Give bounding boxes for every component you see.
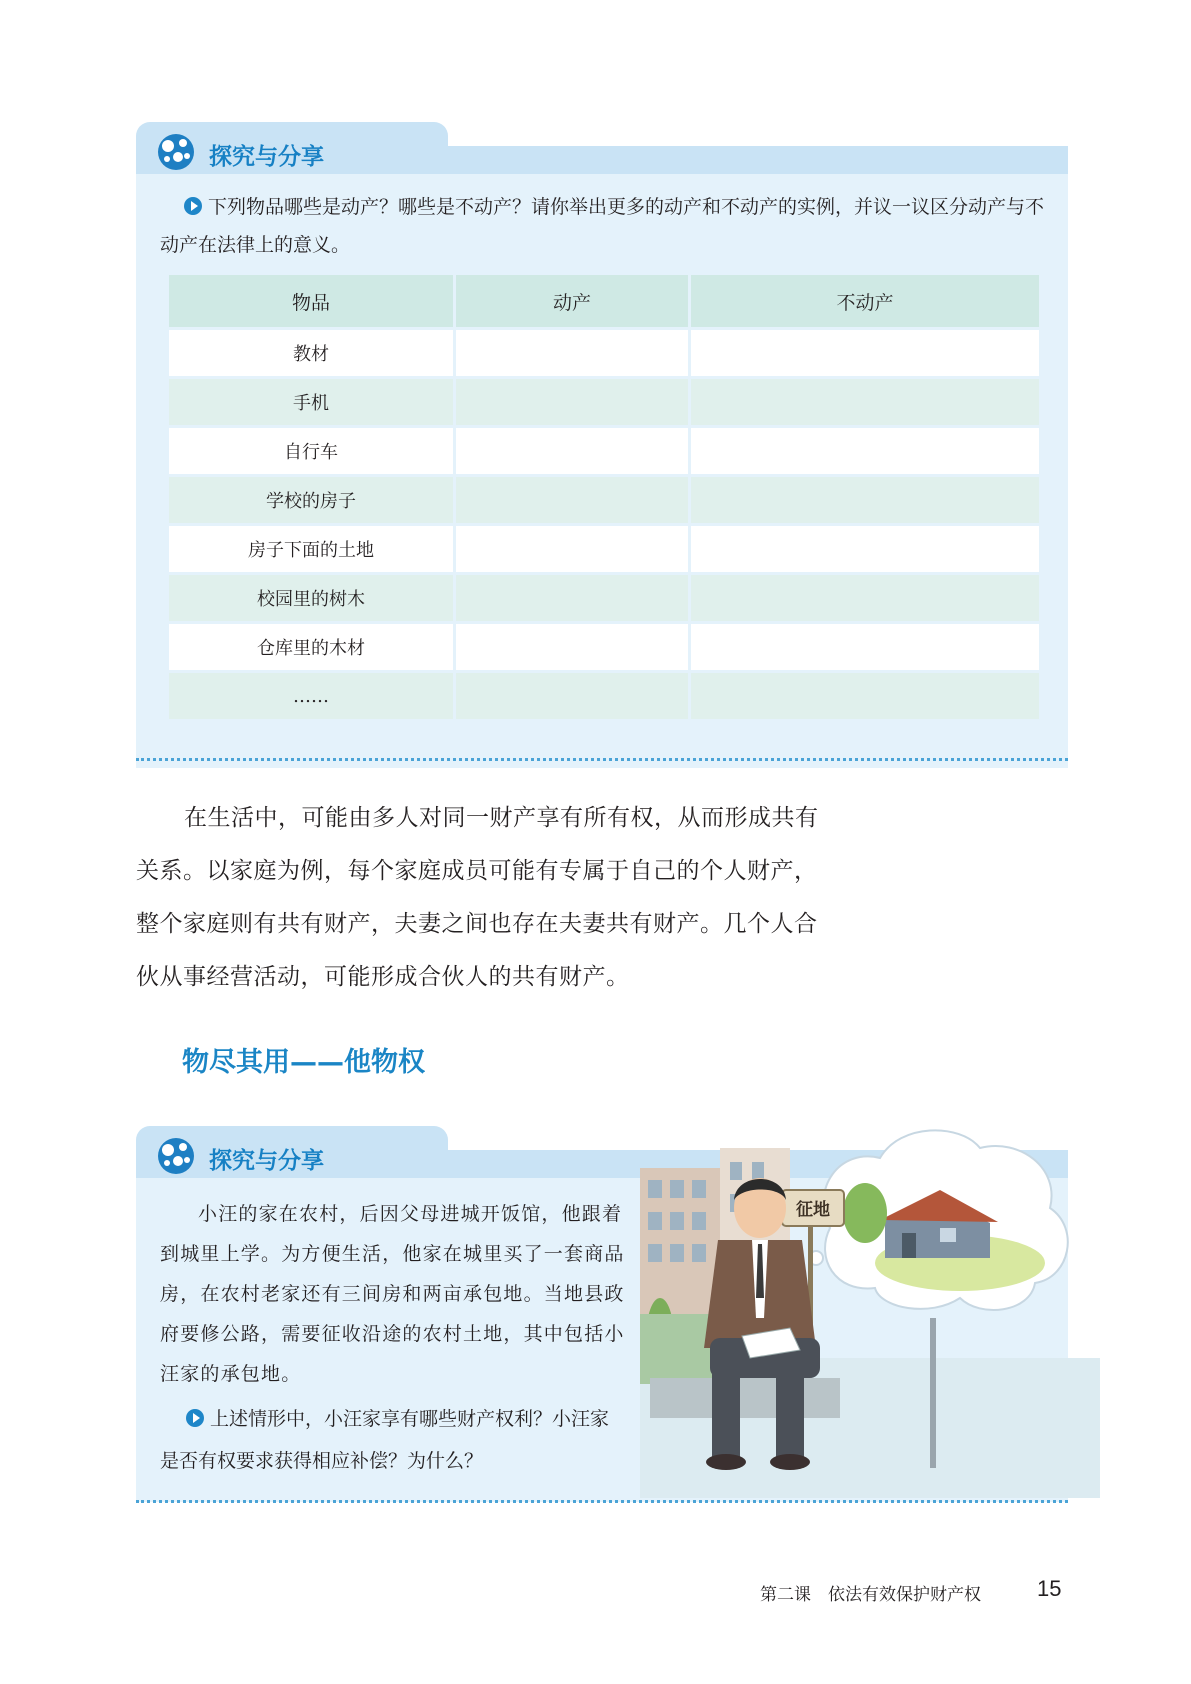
box1-title: 探究与分享 <box>209 144 324 170</box>
table-row <box>169 526 1039 572</box>
table-cell-movable[interactable] <box>456 624 688 670</box>
table-cell-item: 仓库里的木材 <box>169 624 453 670</box>
table-cell-movable[interactable] <box>456 477 688 523</box>
table-cell-item: 手机 <box>169 379 453 425</box>
table-row <box>169 673 1039 719</box>
table-cell-movable[interactable] <box>456 428 688 474</box>
box1-question <box>160 188 1060 264</box>
table-cell-movable[interactable] <box>456 330 688 376</box>
page-number: 15 <box>1037 1576 1062 1601</box>
table-row <box>169 575 1039 621</box>
explore-share-icon <box>156 1136 196 1176</box>
box2-question-text: 上述情形中，小汪家享有哪些财产权利？小汪家是否有权要求获得相应补偿？为什么？ <box>160 1408 610 1472</box>
box1-question-text: 下列物品哪些是动产？哪些是不动产？请你举出更多的动产和不动产的实例，并议一议区分动产与不动产在法律上的意义。 <box>160 196 1045 256</box>
table-cell-immovable[interactable] <box>691 575 1039 621</box>
table-cell-item: 房子下面的土地 <box>169 526 453 572</box>
footer-chapter-title: 第二课 依法有效保护财产权 <box>760 1585 981 1605</box>
table-row <box>169 428 1039 474</box>
explore-share-icon <box>156 132 196 172</box>
table-cell-item: 自行车 <box>169 428 453 474</box>
property-classification-table <box>166 272 1042 722</box>
table-cell-immovable[interactable] <box>691 624 1039 670</box>
table-cell-immovable[interactable] <box>691 526 1039 572</box>
sign-text: 征地 <box>796 1200 830 1220</box>
table-cell-immovable[interactable] <box>691 428 1039 474</box>
section-heading: 物尽其用——他物权 <box>182 1047 425 1078</box>
box2-question <box>160 1398 626 1482</box>
table-cell-movable[interactable] <box>456 575 688 621</box>
table-cell-movable[interactable] <box>456 673 688 719</box>
table-cell-item: 学校的房子 <box>169 477 453 523</box>
table-cell-item: 校园里的树木 <box>169 575 453 621</box>
table-header-item: 物品 <box>169 275 453 327</box>
box2-story: 小汪的家在农村，后因父母进城开饭馆，他跟着到城里上学。为方便生活，他家在城里买了一套商品房，在农村老家还有三间房和两亩承包地。当地县政府要修公路，需要征收沿途的农村土地，其中包括小汪家的承包地。 <box>160 1203 625 1385</box>
arrow-bullet-icon <box>186 1409 204 1427</box>
arrow-bullet-icon <box>184 197 202 215</box>
table-cell-immovable[interactable] <box>691 330 1039 376</box>
table-cell-movable[interactable] <box>456 526 688 572</box>
body-paragraph: 在生活中，可能由多人对同一财产享有所有权，从而形成共有关系。以家庭为例，每个家庭成员可能有专属于自己的个人财产，整个家庭则有共有财产，夫妻之间也存在夫妻共有财产。几个人合伙从事经营活动，可能形成合伙人的共有财产。 <box>136 805 819 990</box>
box2-dotted-divider <box>136 1500 1068 1503</box>
table-cell-immovable[interactable] <box>691 379 1039 425</box>
table-cell-immovable[interactable] <box>691 477 1039 523</box>
box1-dotted-divider <box>136 758 1068 761</box>
table-cell-item: 教材 <box>169 330 453 376</box>
table-row <box>169 624 1039 670</box>
land-requisition-illustration <box>640 1128 1100 1498</box>
table-row <box>169 477 1039 523</box>
table-row <box>169 330 1039 376</box>
box2-title: 探究与分享 <box>209 1148 324 1174</box>
table-row <box>169 379 1039 425</box>
table-cell-immovable[interactable] <box>691 673 1039 719</box>
table-cell-item: …… <box>169 673 453 719</box>
table-cell-movable[interactable] <box>456 379 688 425</box>
table-header-immovable: 不动产 <box>691 275 1039 327</box>
table-header-movable: 动产 <box>456 275 688 327</box>
